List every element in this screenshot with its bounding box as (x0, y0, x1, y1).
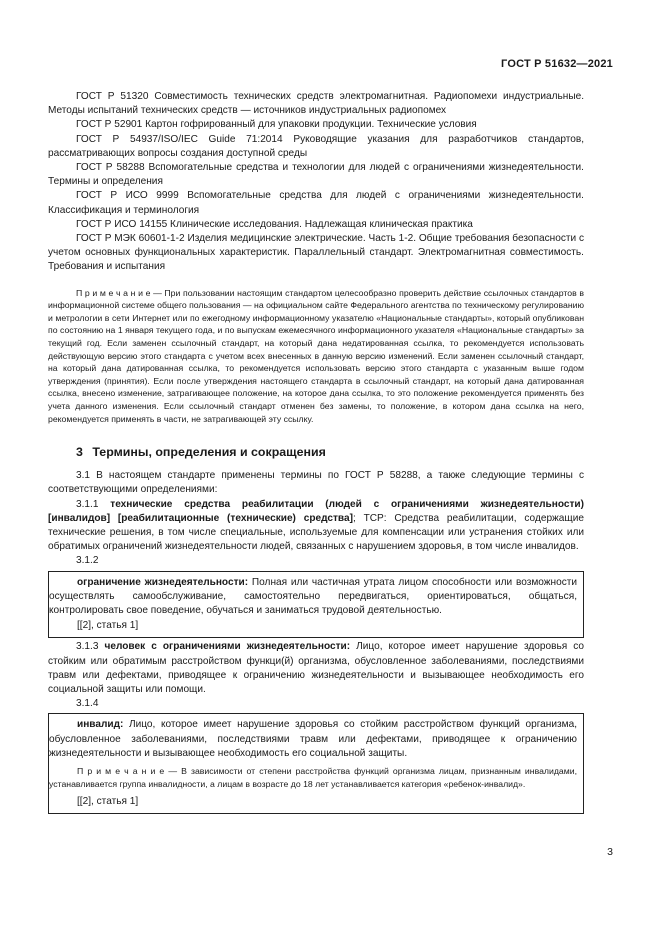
reference-item: ГОСТ Р 58288 Вспомогательные средства и технологии для людей с ограничениями жизнедеятельности. Термины и определения (48, 162, 584, 188)
reference-item: ГОСТ Р 51320 Совместимость технических средств электромагнитная. Радиопомехи индустриальные. Методы испытаний технических средств — источников индустриальных радиопомех (48, 91, 584, 117)
term-definition: ; TCP: Средства реабилитации, содержащие технические решения, в том числе специальные, используемые для компенсации или устранения стойких или обратимых ограничений жизнедеятельности людей, связанных с нарушением здоровья, в том числе инвалидов. (48, 512, 584, 553)
note-text: — При пользовании настоящим стандартом целесообразно проверить действие ссылочных стандартов в информационной системе общего пользования — на официальном сайте Федерального агентства по техническому регулированию и метрологии в сети Интернет или по ежегодному информационному указателю «Национальные стандарты», который опубликован по состоянию на 1 января текущего года, и по выпускам ежемесячного информационного указателя «Национальные стандарты» за текущий год. Если заменен ссылочный стандарт, на который дана недатированная ссылка, то рекомендуется использовать действующую версию этого стандарта с учетом всех внесенных в данную версию изменений. Если заменен ссылочный стандарт, на который дана датированная ссылка, то рекомендуется использовать версию этого стандарта с указанным выше годом утверждения (принятия). Если после утверждения настоящего стандарта в ссылочный стандарт, на который дана датированная ссылка, внесено изменение, затрагивающее положение, на которое дана ссылка, то это положение рекомендуется применять без учета данного изменения. Если ссылочный стандарт отменен без замены, то положение, в котором дана ссылка на него, рекомендуется применять в части, не затрагивающей эту ссылку. (48, 287, 584, 424)
references-note (48, 287, 584, 426)
section-heading (76, 445, 584, 459)
term-box-disabled-person (48, 713, 584, 814)
clause-3-1-3 (48, 640, 584, 697)
section-number: 3 (76, 445, 83, 460)
clause-3-1: 3.1 В настоящем стандарте применены термины по ГОСТ Р 58288, а также следующие термины с соответствующими определениями: (48, 470, 584, 496)
note-label: П р и м е ч а н и е (76, 287, 151, 298)
normative-references-list (48, 90, 584, 275)
source-reference: [[2], статья 1] (77, 796, 139, 808)
term-definition: Лицо, которое имеет нарушение здоровья со стойким или обратимым расстройством функци(й) организма, обусловленное заболеваниями, последствиями травм или дефектами, приводящее к ограничению жизнедеятельности и вызывающее необходимость его социальной защиты или помощи. (48, 641, 584, 696)
clause-3-1-1 (48, 498, 584, 555)
term-definition: Лицо, которое имеет нарушение здоровья со стойким расстройством функций организма, обусловленное заболеваниями, последствиями травм или дефектами, приводящее к ограничению жизнедеятельности и вызывающее необходимость его социальной защиты. (49, 719, 577, 759)
page-number: 3 (607, 846, 613, 858)
term-box-limitation (48, 571, 584, 639)
note-label: П р и м е ч а н и е (77, 766, 165, 777)
reference-item: ГОСТ Р МЭК 60601-1-2 Изделия медицинские электрические. Часть 1-2. Общие требования безопасности с учетом основных функциональных характеристик. Параллельный стандарт. Электромагнитная совместимость. Требования и испытания (48, 233, 584, 273)
term-name: инвалид: (77, 719, 124, 731)
page-body (48, 90, 584, 816)
reference-item: ГОСТ Р ИСО 9999 Вспомогательные средства для людей с ограничениями жизнедеятельности. Классификация и терминология (48, 190, 584, 216)
reference-item: ГОСТ Р 54937/ISO/IEC Guide 71:2014 Руководящие указания для разработчиков стандартов, рассматривающих вопросы создания доступной среды (48, 133, 584, 159)
term-name: ограничение жизнедеятельности: (77, 576, 249, 588)
reference-item: ГОСТ Р ИСО 14155 Клинические исследования. Надлежащая клиническая практика (76, 218, 473, 230)
clause-3-1-2-number: 3.1.2 (76, 555, 99, 567)
clause-number: 3.1.3 (76, 641, 105, 653)
source-reference: [[2], статья 1] (77, 620, 139, 632)
term-name: технические средства реабилитации (людей с ограничениями жизнедеятельности) [инвалидов] [реабилитационные (технические) средства] (48, 498, 584, 524)
clause-number: 3.1.1 (76, 498, 111, 510)
term-name: человек с ограничениями жизнедеятельности: (104, 641, 351, 653)
boxed-note (49, 765, 577, 790)
boxed-term-definition (49, 576, 577, 619)
reference-item: ГОСТ Р 52901 Картон гофрированный для упаковки продукции. Технические условия (76, 119, 477, 131)
note-text: — В зависимости от степени расстройства функций организма лицам, признанным инвалидами, устанавливается группа инвалидности, а лицам в возрасте до 18 лет устанавливается категория «ребенок-инвалид». (49, 766, 577, 789)
term-definition: Полная или частичная утрата лицом способности или возможности осуществлять самообслуживание, самостоятельно передвигаться, ориентироваться, общаться, контролировать свое поведение, обучаться и заниматься трудовой деятельностью. (49, 576, 578, 616)
boxed-term-definition (49, 718, 577, 761)
clause-3-1-4-number: 3.1.4 (76, 698, 99, 710)
section-title: Термины, определения и сокращения (92, 445, 326, 460)
standard-number-header: ГОСТ Р 51632—2021 (501, 58, 613, 70)
